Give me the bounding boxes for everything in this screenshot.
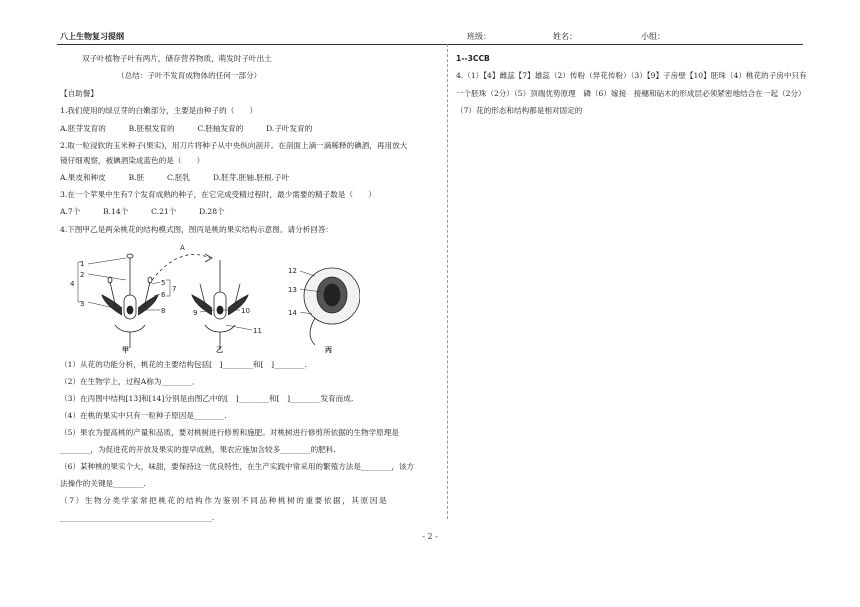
question-6-line-1: （6）某种桃的果实个大，味甜，要保持这一优良特性，在生产实践中常采用的繁殖方法是________，该方 (60, 462, 415, 471)
label-11: 11 (253, 327, 262, 335)
class-label: 班级： (467, 32, 491, 41)
page-title: 八上生物复习提纲 (60, 32, 124, 41)
flower-yi (192, 260, 248, 350)
left-line-7: A.果皮和种皮 B.胚 C.胚乳 D.胚芽.胚轴.胚根.子叶 (60, 173, 290, 182)
label-9: 9 (193, 309, 198, 317)
flower-jia (102, 254, 158, 348)
left-line-6: 镜仔细观察，被碘酒染成蓝色的是（ ） (60, 156, 205, 165)
left-line-8: 3.在一个苹果中生有7个发育成熟的种子，在它完成受精过程时，最少需要的精子数是（ ） (60, 190, 376, 199)
answer-4-line-3: （7）花的形态和结构都是相对固定的 (456, 106, 583, 115)
left-line-9: A.7个 B.14个 C.21个 D.28个 (60, 207, 225, 216)
left-line-4: A.胚芽发育的 B.胚根发育的 C.胚轴发育的 D.子叶发育的 (60, 124, 313, 133)
label-7: 7 (172, 285, 177, 293)
answer-1-3: 1--3CCB (456, 54, 490, 63)
caption-yi: 乙 (216, 346, 223, 354)
name-label: 姓名： (553, 32, 577, 41)
label-4: 4 (70, 280, 75, 288)
question-7-line-1: （7）生物分类学家常把桃花的结构作为鉴别不同品种桃树的重要依据，其原因是 (60, 496, 389, 505)
pollination-arrow (152, 254, 210, 280)
header-rule (57, 44, 803, 45)
label-2: 2 (80, 271, 85, 279)
group-label: 小组： (641, 32, 665, 41)
left-line-1: （总结：子叶不发育成物体的任何一部分） (117, 71, 262, 80)
question-1: （1）从花的功能分析，桃花的主要结构包括[ ]________和[ ]________. (60, 360, 307, 369)
fruit-bing (304, 268, 360, 345)
left-line-5: 2.取一粒浸软的玉米种子(果实)，用刀片将种子从中央纵向剖开。在剖面上滴一滴稀释的碘酒，再用放大 (60, 141, 408, 150)
left-line-10: 4.下图甲乙是两朵桃花的结构模式图，图丙是桃的果实结构示意图。请分析回答： (60, 225, 334, 234)
left-line-2: 【自助餐】 (60, 89, 98, 98)
label-6: 6 (161, 291, 166, 299)
question-6-line-2: 法操作的关键是________. (60, 479, 146, 488)
caption-jia: 甲 (122, 346, 129, 354)
label-3: 3 (80, 300, 85, 308)
column-divider (447, 44, 448, 519)
question-4: （4）在桃的果实中只有一粒种子原因是________. (60, 411, 227, 420)
left-line-3: 1.我们使用的绿豆芽的白嫩部分，主要是由种子的（ ） (60, 106, 258, 115)
question-7-line-2: ________________________________________. (60, 513, 215, 522)
answer-4-line-2: 一个胚珠（2分）（5）顶端优势原理 磷（6）嫁接 接穗和砧木的形成层必须紧密地结合在一起（2分） (456, 89, 806, 98)
label-10: 10 (241, 307, 250, 315)
left-line-0: 双子叶植物子叶有两片，储存营养物质，萌发时子叶出土 (82, 54, 272, 63)
page-number: - 2 - (422, 532, 438, 541)
caption-bing: 丙 (325, 346, 332, 354)
label-5: 5 (161, 279, 166, 287)
peach-flower-figure (60, 240, 360, 355)
question-5-line-1: （5）果农为提高桃的产量和品质，要对桃树进行修剪和施肥。对桃树进行修剪所依据的生物学原理是 (60, 428, 399, 437)
question-2: （2）在生物学上，过程A称为________． (60, 377, 200, 386)
label-8: 8 (161, 307, 166, 315)
label-1: 1 (80, 260, 85, 268)
question-3: （3）在丙图中结构[13]和[14]分别是由图乙中的[ ]________和[ ]________发育而成. (60, 394, 354, 403)
answer-4-line-1: 4.（1）【4】雌蕊【7】雄蕊（2）传粉（异花传粉）（3）【9】子房壁【10】胚珠（4）桃花的子房中只有 (456, 71, 807, 80)
label-A: A (180, 244, 185, 252)
label-12: 12 (288, 267, 297, 275)
question-5-line-2: ________，为促进花的开放及果实的提早成熟，果农应施加含较多________的肥料. (60, 445, 336, 454)
label-14: 14 (288, 309, 297, 317)
label-13: 13 (288, 286, 297, 294)
